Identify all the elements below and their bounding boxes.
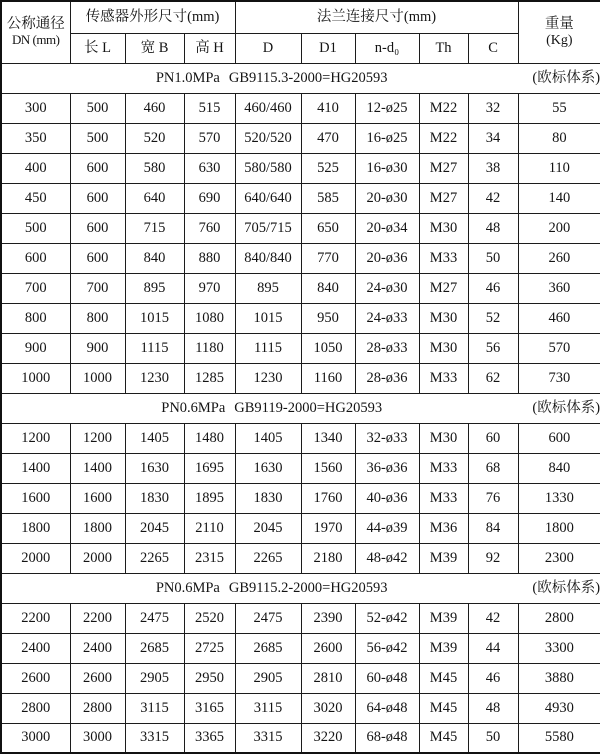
table-cell: 1160 <box>301 363 355 393</box>
table-cell: 900 <box>1 333 70 363</box>
table-cell: M30 <box>419 333 468 363</box>
table-cell: 760 <box>184 213 235 243</box>
table-cell: M45 <box>419 693 468 723</box>
section-standard-system: (欧标体系) <box>532 69 600 86</box>
table-cell: M27 <box>419 183 468 213</box>
table-cell: 60-ø48 <box>355 663 419 693</box>
table-row <box>1 453 600 483</box>
table-cell: 42 <box>468 603 518 633</box>
table-cell: 700 <box>1 273 70 303</box>
section-pressure-rating: PN0.6MPa <box>155 579 220 596</box>
table-cell: 900 <box>70 333 125 363</box>
table-cell: 2045 <box>125 513 184 543</box>
table-cell: 350 <box>1 123 70 153</box>
table-body <box>1 63 600 753</box>
table-cell: 2200 <box>1 603 70 633</box>
table-cell: 110 <box>518 153 600 183</box>
table-cell: 62 <box>468 363 518 393</box>
table-cell: 880 <box>184 243 235 273</box>
table-cell: 60 <box>468 423 518 453</box>
table-cell: 1230 <box>125 363 184 393</box>
table-cell: M39 <box>419 603 468 633</box>
table-cell: 690 <box>184 183 235 213</box>
table-cell: 1830 <box>125 483 184 513</box>
table-row <box>1 723 600 753</box>
table-cell: 48 <box>468 693 518 723</box>
table-cell: 500 <box>70 123 125 153</box>
table-cell: M39 <box>419 543 468 573</box>
table-cell: 470 <box>301 123 355 153</box>
table-cell: 3220 <box>301 723 355 753</box>
table-cell: 5580 <box>518 723 600 753</box>
table-cell: 400 <box>1 153 70 183</box>
table-cell: 3115 <box>125 693 184 723</box>
table-cell: 1230 <box>235 363 301 393</box>
table-cell: M22 <box>419 123 468 153</box>
table-cell: 1340 <box>301 423 355 453</box>
table-cell: 600 <box>70 243 125 273</box>
table-cell: M27 <box>419 273 468 303</box>
table-cell: 585 <box>301 183 355 213</box>
table-row <box>1 333 600 363</box>
table-cell: 80 <box>518 123 600 153</box>
table-cell: 1000 <box>1 363 70 393</box>
table-cell: M45 <box>419 663 468 693</box>
table-cell: 2800 <box>1 693 70 723</box>
table-cell: 46 <box>468 663 518 693</box>
table-cell: 48 <box>468 213 518 243</box>
table-cell: 1405 <box>235 423 301 453</box>
table-cell: 20-ø34 <box>355 213 419 243</box>
table-cell: 715 <box>125 213 184 243</box>
table-cell: 42 <box>468 183 518 213</box>
table-cell: M33 <box>419 483 468 513</box>
table-cell: 1895 <box>184 483 235 513</box>
table-cell: M33 <box>419 453 468 483</box>
table-cell: 1000 <box>70 363 125 393</box>
table-cell: 2600 <box>1 663 70 693</box>
section-header-row <box>1 393 600 423</box>
table-cell: 2000 <box>1 543 70 573</box>
sub-col-header: D1 <box>301 33 355 63</box>
section-standard-code: GB9115.3-2000=HG20593 <box>228 69 388 86</box>
table-cell: 1115 <box>125 333 184 363</box>
table-cell: 1200 <box>1 423 70 453</box>
sub-col-header: n-d₀ <box>355 33 419 63</box>
table-cell: 3315 <box>235 723 301 753</box>
table-row <box>1 513 600 543</box>
table-cell: 410 <box>301 93 355 123</box>
table-cell: 1080 <box>184 303 235 333</box>
table-cell: 300 <box>1 93 70 123</box>
table-cell: 1405 <box>125 423 184 453</box>
table-cell: 2810 <box>301 663 355 693</box>
table-cell: 2600 <box>70 663 125 693</box>
table-cell: 2400 <box>1 633 70 663</box>
table-header <box>1 1 600 63</box>
table-cell: 56-ø42 <box>355 633 419 663</box>
table-cell: 2265 <box>235 543 301 573</box>
table-cell: 1800 <box>70 513 125 543</box>
table-cell: 2400 <box>70 633 125 663</box>
table-cell: 32 <box>468 93 518 123</box>
table-row <box>1 423 600 453</box>
section-header-row <box>1 63 600 93</box>
sub-col-header: 长 L <box>70 33 125 63</box>
table-cell: 360 <box>518 273 600 303</box>
table-cell: 520/520 <box>235 123 301 153</box>
table-cell: 34 <box>468 123 518 153</box>
table-row <box>1 243 600 273</box>
table-cell: 2180 <box>301 543 355 573</box>
table-cell: 1800 <box>518 513 600 543</box>
table-cell: 52-ø42 <box>355 603 419 633</box>
table-cell: 3165 <box>184 693 235 723</box>
table-cell: 640 <box>125 183 184 213</box>
table-cell: 1630 <box>125 453 184 483</box>
table-cell: 68-ø48 <box>355 723 419 753</box>
table-cell: M33 <box>419 363 468 393</box>
table-cell: 600 <box>1 243 70 273</box>
sub-col-header: D <box>235 33 301 63</box>
section-standard-code: GB9119-2000=HG20593 <box>234 399 383 416</box>
table-cell: 580/580 <box>235 153 301 183</box>
table-cell: M30 <box>419 423 468 453</box>
table-cell: M30 <box>419 303 468 333</box>
table-cell: 500 <box>70 93 125 123</box>
table-row <box>1 213 600 243</box>
table-cell: 1630 <box>235 453 301 483</box>
table-cell: 525 <box>301 153 355 183</box>
table-cell: 2265 <box>125 543 184 573</box>
table-cell: 2475 <box>125 603 184 633</box>
table-cell: 64-ø48 <box>355 693 419 723</box>
table-cell: 500 <box>1 213 70 243</box>
table-cell: 28-ø36 <box>355 363 419 393</box>
table-row <box>1 273 600 303</box>
group-header-row <box>1 1 600 33</box>
table-cell: 36-ø36 <box>355 453 419 483</box>
table-cell: 1760 <box>301 483 355 513</box>
table-cell: 20-ø30 <box>355 183 419 213</box>
table-cell: 56 <box>468 333 518 363</box>
table-cell: 3000 <box>1 723 70 753</box>
table-cell: 600 <box>70 183 125 213</box>
table-row <box>1 183 600 213</box>
table-cell: 38 <box>468 153 518 183</box>
table-cell: 515 <box>184 93 235 123</box>
table-cell: M36 <box>419 513 468 543</box>
table-cell: 1400 <box>1 453 70 483</box>
table-cell: 76 <box>468 483 518 513</box>
table-cell: 2045 <box>235 513 301 543</box>
table-cell: 2800 <box>518 603 600 633</box>
table-cell: 50 <box>468 243 518 273</box>
table-cell: 1600 <box>70 483 125 513</box>
table-cell: 800 <box>70 303 125 333</box>
sub-col-header: C <box>468 33 518 63</box>
table-cell: 3880 <box>518 663 600 693</box>
table-cell: 580 <box>125 153 184 183</box>
table-cell: 52 <box>468 303 518 333</box>
table-cell: 44 <box>468 633 518 663</box>
section-pressure-rating: PN0.6MPa <box>161 399 226 416</box>
table-row <box>1 603 600 633</box>
table-cell: 2800 <box>70 693 125 723</box>
section-standard-code: GB9115.2-2000=HG20593 <box>228 579 388 596</box>
table-cell: 800 <box>1 303 70 333</box>
table-cell: 3000 <box>70 723 125 753</box>
section-standard-system: (欧标体系) <box>532 399 600 416</box>
table-cell: 1480 <box>184 423 235 453</box>
table-cell: 520 <box>125 123 184 153</box>
table-cell: 84 <box>468 513 518 543</box>
table-row <box>1 363 600 393</box>
table-cell: M45 <box>419 723 468 753</box>
weight-unit: (Kg) <box>546 32 573 48</box>
table-cell: 1400 <box>70 453 125 483</box>
table-cell: 460 <box>518 303 600 333</box>
table-cell: 2520 <box>184 603 235 633</box>
table-cell: 3115 <box>235 693 301 723</box>
table-cell: 1285 <box>184 363 235 393</box>
sub-col-header: 宽 B <box>125 33 184 63</box>
table-cell: 600 <box>518 423 600 453</box>
table-cell: 44-ø39 <box>355 513 419 543</box>
table-row <box>1 483 600 513</box>
table-cell: 950 <box>301 303 355 333</box>
table-cell: 1180 <box>184 333 235 363</box>
table-row <box>1 543 600 573</box>
table-cell: 650 <box>301 213 355 243</box>
sub-col-header: 高 H <box>184 33 235 63</box>
table-row <box>1 123 600 153</box>
table-cell: 2475 <box>235 603 301 633</box>
table-cell: 16-ø25 <box>355 123 419 153</box>
table-cell: 2685 <box>235 633 301 663</box>
table-cell: 840 <box>301 273 355 303</box>
table-cell: 2315 <box>184 543 235 573</box>
table-cell: 16-ø30 <box>355 153 419 183</box>
table-cell: M39 <box>419 633 468 663</box>
col-group-sensor-dimensions: 传感器外形尺寸(mm) <box>70 1 235 33</box>
weight-label: 重量 <box>544 15 574 32</box>
table-cell: M22 <box>419 93 468 123</box>
table-cell: 2200 <box>70 603 125 633</box>
table-cell: M30 <box>419 213 468 243</box>
table-cell: 895 <box>125 273 184 303</box>
table-cell: 2725 <box>184 633 235 663</box>
table-cell: 2905 <box>235 663 301 693</box>
col-header-weight <box>518 1 600 63</box>
table-cell: 3020 <box>301 693 355 723</box>
table-cell: 705/715 <box>235 213 301 243</box>
table-cell: 46 <box>468 273 518 303</box>
table-cell: 2300 <box>518 543 600 573</box>
nominal-diameter-unit: DN (mm) <box>12 32 60 48</box>
table-cell: 2685 <box>125 633 184 663</box>
table-cell: 600 <box>70 153 125 183</box>
table-cell: 840/840 <box>235 243 301 273</box>
table-cell: 1560 <box>301 453 355 483</box>
table-cell: 1600 <box>1 483 70 513</box>
table-cell: 1050 <box>301 333 355 363</box>
table-cell: 450 <box>1 183 70 213</box>
table-cell: 1200 <box>70 423 125 453</box>
table-cell: 32-ø33 <box>355 423 419 453</box>
table-cell: 68 <box>468 453 518 483</box>
table-cell: 1330 <box>518 483 600 513</box>
table-row <box>1 693 600 723</box>
table-cell: 24-ø33 <box>355 303 419 333</box>
table-cell: 970 <box>184 273 235 303</box>
table-cell: 1115 <box>235 333 301 363</box>
table-cell: M33 <box>419 243 468 273</box>
table-cell: 55 <box>518 93 600 123</box>
section-header-row <box>1 573 600 603</box>
table-cell: 12-ø25 <box>355 93 419 123</box>
table-cell: 840 <box>125 243 184 273</box>
table-cell: 2390 <box>301 603 355 633</box>
table-cell: 3315 <box>125 723 184 753</box>
table-cell: 1015 <box>235 303 301 333</box>
table-row <box>1 633 600 663</box>
table-cell: 50 <box>468 723 518 753</box>
table-cell: 1695 <box>184 453 235 483</box>
table-cell: 630 <box>184 153 235 183</box>
table-cell: 895 <box>235 273 301 303</box>
table-cell: 40-ø36 <box>355 483 419 513</box>
table-cell: 460 <box>125 93 184 123</box>
table-cell: 1970 <box>301 513 355 543</box>
table-cell: 140 <box>518 183 600 213</box>
nominal-diameter-label: 公称通径 <box>6 16 65 33</box>
table-cell: 640/640 <box>235 183 301 213</box>
sub-col-header: Th <box>419 33 468 63</box>
table-cell: 28-ø33 <box>355 333 419 363</box>
table-cell: 1830 <box>235 483 301 513</box>
table-cell: 2950 <box>184 663 235 693</box>
table-cell: 570 <box>184 123 235 153</box>
section-standard-system: (欧标体系) <box>532 579 600 596</box>
table-cell: 200 <box>518 213 600 243</box>
table-cell: 1015 <box>125 303 184 333</box>
table-cell: 730 <box>518 363 600 393</box>
table-cell: 20-ø36 <box>355 243 419 273</box>
col-group-flange-dimensions: 法兰连接尺寸(mm) <box>235 1 518 33</box>
table-cell: 700 <box>70 273 125 303</box>
table-cell: 2600 <box>301 633 355 663</box>
table-row <box>1 303 600 333</box>
table-row <box>1 153 600 183</box>
table-cell: 2000 <box>70 543 125 573</box>
table-cell: 3365 <box>184 723 235 753</box>
table-cell: 92 <box>468 543 518 573</box>
table-cell: 24-ø30 <box>355 273 419 303</box>
table-cell: 48-ø42 <box>355 543 419 573</box>
table-cell: 770 <box>301 243 355 273</box>
col-header-nominal-diameter <box>1 1 70 63</box>
table-cell: 1800 <box>1 513 70 543</box>
section-pressure-rating: PN1.0MPa <box>155 69 220 86</box>
table-cell: 570 <box>518 333 600 363</box>
table-cell: 460/460 <box>235 93 301 123</box>
sub-header-row <box>1 33 600 63</box>
table-cell: 260 <box>518 243 600 273</box>
table-cell: 3300 <box>518 633 600 663</box>
table-row <box>1 93 600 123</box>
table-cell: M27 <box>419 153 468 183</box>
table-row <box>1 663 600 693</box>
table-cell: 600 <box>70 213 125 243</box>
table-cell: 2110 <box>184 513 235 543</box>
table-cell: 4930 <box>518 693 600 723</box>
table-cell: 840 <box>518 453 600 483</box>
table-cell: 2905 <box>125 663 184 693</box>
